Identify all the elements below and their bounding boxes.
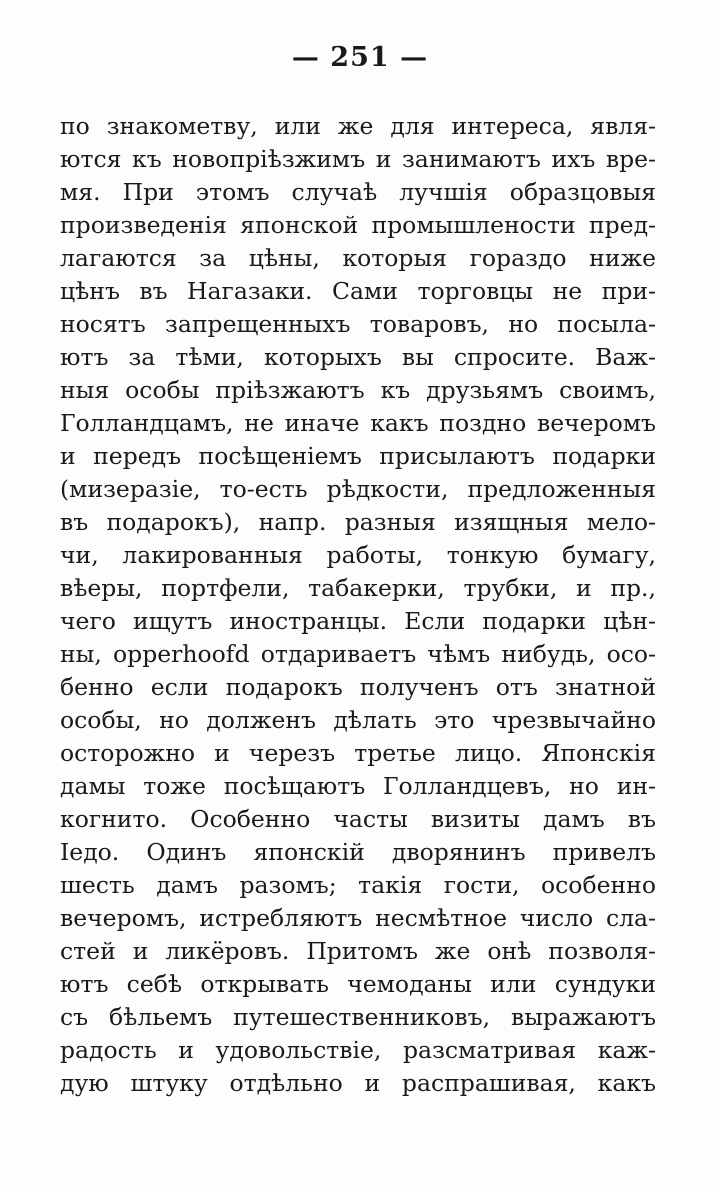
text-line: ютъ себѣ открывать чемоданы или сундуки <box>60 970 656 998</box>
text-line: чего ищутъ иностранцы. Если подарки цѣн- <box>60 607 656 635</box>
text-line: съ бѣльемъ путешественниковъ, выражаютъ <box>60 1003 656 1031</box>
text-line: радость и удовольствіе, разсматривая каж- <box>60 1036 656 1064</box>
text-line: стей и ликёровъ. Притомъ же онѣ позволя- <box>60 937 656 965</box>
text-line: особы, но долженъ дѣлать это чрезвычайно <box>60 706 656 734</box>
text-line: ны, opperhoofd отдариваетъ чѣмъ нибудь, осо- <box>60 640 656 668</box>
text-line: Голландцамъ, не иначе какъ поздно вечеромъ <box>60 409 656 437</box>
text-line: ютъ за тѣми, которыхъ вы спросите. Важ- <box>60 343 656 371</box>
text-line: въ подарокъ), напр. разныя изящныя мело- <box>60 508 656 536</box>
text-line: ются къ новопріѣзжимъ и занимаютъ ихъ вре- <box>60 145 656 173</box>
text-line: дую штуку отдѣльно и распрашивая, какъ <box>60 1069 656 1097</box>
text-line: (мизеразіе, то-есть рѣдкости, предложенныя <box>60 475 656 503</box>
text-line: осторожно и черезъ третье лицо. Японскія <box>60 739 656 767</box>
text-line: Іедо. Одинъ японскій дворянинъ привелъ <box>60 838 656 866</box>
text-line: когнито. Особенно часты визиты дамъ въ <box>60 805 656 833</box>
text-line: цѣнъ въ Нагазаки. Сами торговцы не при- <box>60 277 656 305</box>
text-line: произведенія японской промышлености пред- <box>60 211 656 239</box>
text-line: и передъ посѣщеніемъ присылаютъ подарки <box>60 442 656 470</box>
text-line: бенно если подарокъ полученъ отъ знатной <box>60 673 656 701</box>
text-line: носятъ запрещенныхъ товаровъ, но посыла- <box>60 310 656 338</box>
text-line: лагаются за цѣны, которыя гораздо ниже <box>60 244 656 272</box>
text-line: по знакометву, или же для интереса, явля- <box>60 112 656 140</box>
text-line: мя. При этомъ случаѣ лучшія образцовыя <box>60 178 656 206</box>
text-line: вѣеры, портфели, табакерки, трубки, и пр., <box>60 574 656 602</box>
text-line: дамы тоже посѣщаютъ Голландцевъ, но ин- <box>60 772 656 800</box>
text-line: чи, лакированныя работы, тонкую бумагу, <box>60 541 656 569</box>
text-line: ныя особы пріѣзжаютъ къ друзьямъ своимъ, <box>60 376 656 404</box>
text-line: шесть дамъ разомъ; такія гости, особенно <box>60 871 656 899</box>
body-text <box>60 110 656 1100</box>
page-number: — 251 — <box>291 42 429 73</box>
text-line: вечеромъ, истребляютъ несмѣтное число сла- <box>60 904 656 932</box>
